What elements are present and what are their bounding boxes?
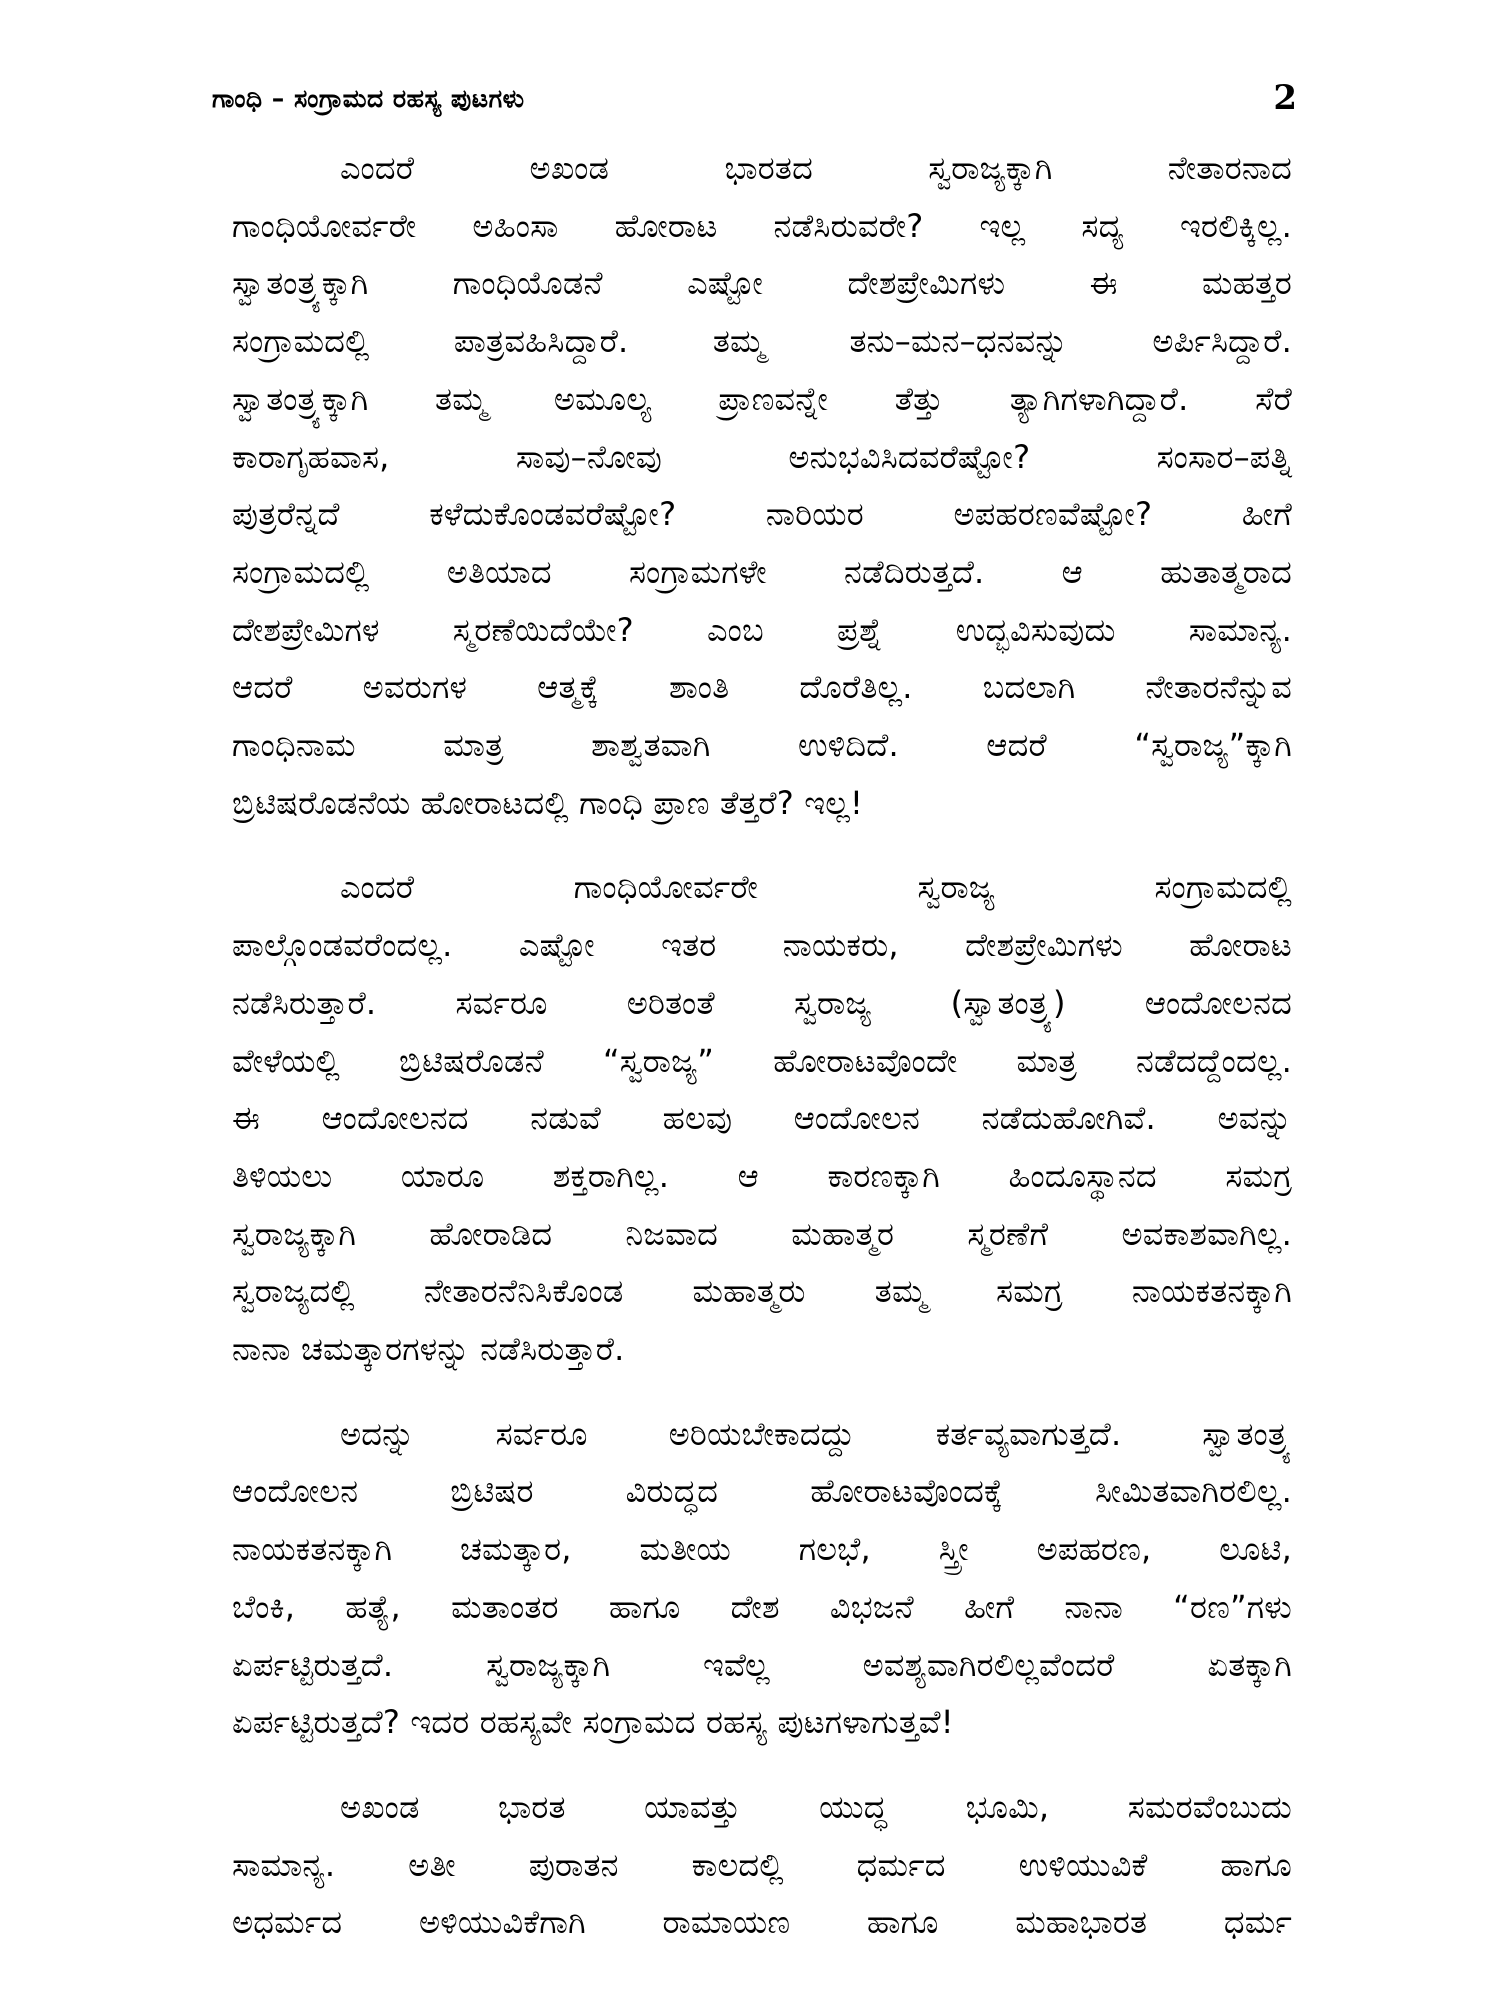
running-header-title: ಗಾಂಧಿ – ಸಂಗ್ರಾಮದ ರಹಸ್ಯ ಪುಟಗಳು [212,84,525,113]
text-line: ನಡೆಸಿರುತ್ತಾರೆ. ಸರ್ವರೂ ಅರಿತಂತೆ ಸ್ವರಾಜ್ಯ (ಸ್ವಾತಂತ್ರ್ಯ) ಆಂದೋಲನದ [232,983,1292,1022]
text-line: ಸಂಗ್ರಾಮದಲ್ಲಿ ಅತಿಯಾದ ಸಂಗ್ರಾಮಗಳೇ ನಡೆದಿರುತ್ತದೆ. ಆ ಹುತಾತ್ಮರಾದ [232,552,1292,591]
page-number: 2 [1273,78,1297,118]
text-line: ಅದನ್ನು ಸರ್ವರೂ ಅರಿಯಬೇಕಾದದ್ದು ಕರ್ತವ್ಯವಾಗುತ್ತದೆ. ಸ್ವಾತಂತ್ರ್ಯ [340,1414,1292,1453]
text-line: ಗಾಂಧಿನಾಮ ಮಾತ್ರ ಶಾಶ್ವತವಾಗಿ ಉಳಿದಿದೆ. ಆದರೆ “ಸ್ವರಾಜ್ಯ”ಕ್ಕಾಗಿ [232,726,1292,765]
text-line: ಬ್ರಿಟಿಷರೊಡನೆಯ ಹೋರಾಟದಲ್ಲಿ ಗಾಂಧಿ ಪ್ರಾಣ ತೆತ್ತರೆ? ಇಲ್ಲ! [232,783,864,822]
text-line: ನಾಯಕತನಕ್ಕಾಗಿ ಚಮತ್ಕಾರ, ಮತೀಯ ಗಲಭೆ, ಸ್ತ್ರೀ ಅಪಹರಣ, ಲೂಟಿ, [232,1530,1292,1569]
paragraph-3 [232,1406,1292,1752]
text-line: ನಾನಾ ಚಮತ್ಕಾರಗಳನ್ನು ನಡೆಸಿರುತ್ತಾರೆ. [232,1330,625,1369]
text-line: ಬೆಂಕಿ, ಹತ್ಯೆ, ಮತಾಂತರ ಹಾಗೂ ದೇಶ ವಿಭಜನೆ ಹೀಗೆ ನಾನಾ “ರಣ”ಗಳು [232,1587,1292,1626]
text-line: ಸಾಮಾನ್ಯ. ಅತೀ ಪುರಾತನ ಕಾಲದಲ್ಲಿ ಧರ್ಮದ ಉಳಿಯುವಿಕೆ ಹಾಗೂ [232,1845,1292,1884]
text-line: ಸ್ವಾತಂತ್ರ್ಯಕ್ಕಾಗಿ ಗಾಂಧಿಯೊಡನೆ ಎಷ್ಟೋ ದೇಶಪ್ರೇಮಿಗಳು ಈ ಮಹತ್ತರ [232,264,1292,303]
text-line: ಆಂದೋಲನ ಬ್ರಿಟಿಷರ ವಿರುದ್ಧದ ಹೋರಾಟವೊಂದಕ್ಕೆ ಸೀಮಿತವಾಗಿರಲಿಲ್ಲ. [232,1472,1292,1511]
paragraph-1 [232,140,1292,832]
text-line: ಗಾಂಧಿಯೋರ್ವರೇ ಅಹಿಂಸಾ ಹೋರಾಟ ನಡೆಸಿರುವರೇ? ಇಲ್ಲ ಸದ್ಯ ಇರಲಿಕ್ಕಿಲ್ಲ. [232,206,1292,245]
text-line: ಸ್ವಾತಂತ್ರ್ಯಕ್ಕಾಗಿ ತಮ್ಮ ಅಮೂಲ್ಯ ಪ್ರಾಣವನ್ನೇ ತೆತ್ತು ತ್ಯಾಗಿಗಳಾಗಿದ್ದಾರೆ. ಸೆರೆ [232,379,1292,418]
text-line: ಎಂದರೆ ಗಾಂಧಿಯೋರ್ವರೇ ಸ್ವರಾಜ್ಯ ಸಂಗ್ರಾಮದಲ್ಲಿ [340,868,1292,907]
text-line: ಈ ಆಂದೋಲನದ ನಡುವೆ ಹಲವು ಆಂದೋಲನ ನಡೆದುಹೋಗಿವೆ. ಅವನ್ನು [232,1099,1292,1138]
text-line: ಏರ್ಪಟ್ಟಿರುತ್ತದೆ. ಸ್ವರಾಜ್ಯಕ್ಕಾಗಿ ಇವೆಲ್ಲ ಅವಶ್ಯವಾಗಿರಲಿಲ್ಲವೆಂದರೆ ಏತಕ್ಕಾಗಿ [232,1645,1292,1684]
text-line: ಪುತ್ರರೆನ್ನದೆ ಕಳೆದುಕೊಂಡವರೆಷ್ಟೋ? ನಾರಿಯರ ಅಪಹರಣವೆಷ್ಟೋ? ಹೀಗೆ [232,495,1292,534]
text-line: ವೇಳೆಯಲ್ಲಿ ಬ್ರಿಟಿಷರೊಡನೆ “ಸ್ವರಾಜ್ಯ” ಹೋರಾಟವೊಂದೇ ಮಾತ್ರ ನಡೆದದ್ದೆಂದಲ್ಲ. [232,1041,1292,1080]
text-line: ಎಂದರೆ ಅಖಂಡ ಭಾರತದ ಸ್ವರಾಜ್ಯಕ್ಕಾಗಿ ನೇತಾರನಾದ [340,149,1292,187]
text-line: ಸ್ವರಾಜ್ಯಕ್ಕಾಗಿ ಹೋರಾಡಿದ ನಿಜವಾದ ಮಹಾತ್ಮರ ಸ್ಮರಣೆಗೆ ಅವಕಾಶವಾಗಿಲ್ಲ. [232,1214,1292,1253]
text-line: ಸಂಗ್ರಾಮದಲ್ಲಿ ಪಾತ್ರವಹಿಸಿದ್ದಾರೆ. ತಮ್ಮ ತನು–ಮನ–ಧನವನ್ನು ಅರ್ಪಿಸಿದ್ದಾರೆ. [232,322,1292,361]
body-text [232,140,1292,1979]
text-line: ಆದರೆ ಅವರುಗಳ ಆತ್ಮಕ್ಕೆ ಶಾಂತಿ ದೊರೆತಿಲ್ಲ. ಬದಲಾಗಿ ನೇತಾರನೆನ್ನುವ [232,668,1292,707]
text-line: ದೇಶಪ್ರೇಮಿಗಳ ಸ್ಮರಣೆಯಿದೆಯೇ? ಎಂಬ ಪ್ರಶ್ನೆ ಉದ್ಭವಿಸುವುದು ಸಾಮಾನ್ಯ. [232,610,1292,649]
paragraph-2 [232,859,1292,1378]
text-line: ಕಾರಾಗೃಹವಾಸ, ಸಾವು–ನೋವು ಅನುಭವಿಸಿದವರೆಷ್ಟೋ? ಸಂಸಾರ–ಪತ್ನಿ [232,437,1292,476]
text-line: ಸ್ವರಾಜ್ಯದಲ್ಲಿ ನೇತಾರನೆನಿಸಿಕೊಂಡ ಮಹಾತ್ಮರು ತಮ್ಮ ಸಮಗ್ರ ನಾಯಕತನಕ್ಕಾಗಿ [232,1272,1292,1311]
paragraph-4 [232,1779,1292,1952]
text-line: ಅಧರ್ಮದ ಅಳಿಯುವಿಕೆಗಾಗಿ ರಾಮಾಯಣ ಹಾಗೂ ಮಹಾಭಾರತ ಧರ್ಮ [232,1903,1292,1942]
text-line: ಏರ್ಪಟ್ಟಿರುತ್ತದೆ? ಇದರ ರಹಸ್ಯವೇ ಸಂಗ್ರಾಮದ ರಹಸ್ಯ ಪುಟಗಳಾಗುತ್ತವೆ! [232,1703,954,1742]
text-line: ಅಖಂಡ ಭಾರತ ಯಾವತ್ತು ಯುದ್ಧ ಭೂಮಿ, ಸಮರವೆಂಬುದು [340,1787,1292,1826]
running-header [212,78,1297,128]
text-line: ತಿಳಿಯಲು ಯಾರೂ ಶಕ್ತರಾಗಿಲ್ಲ. ಆ ಕಾರಣಕ್ಕಾಗಿ ಹಿಂದೂಸ್ಥಾನದ ಸಮಗ್ರ [232,1156,1292,1195]
text-line: ಪಾಲ್ಗೊಂಡವರೆಂದಲ್ಲ. ಎಷ್ಟೋ ಇತರ ನಾಯಕರು, ದೇಶಪ್ರೇಮಿಗಳು ಹೋರಾಟ [232,926,1292,965]
